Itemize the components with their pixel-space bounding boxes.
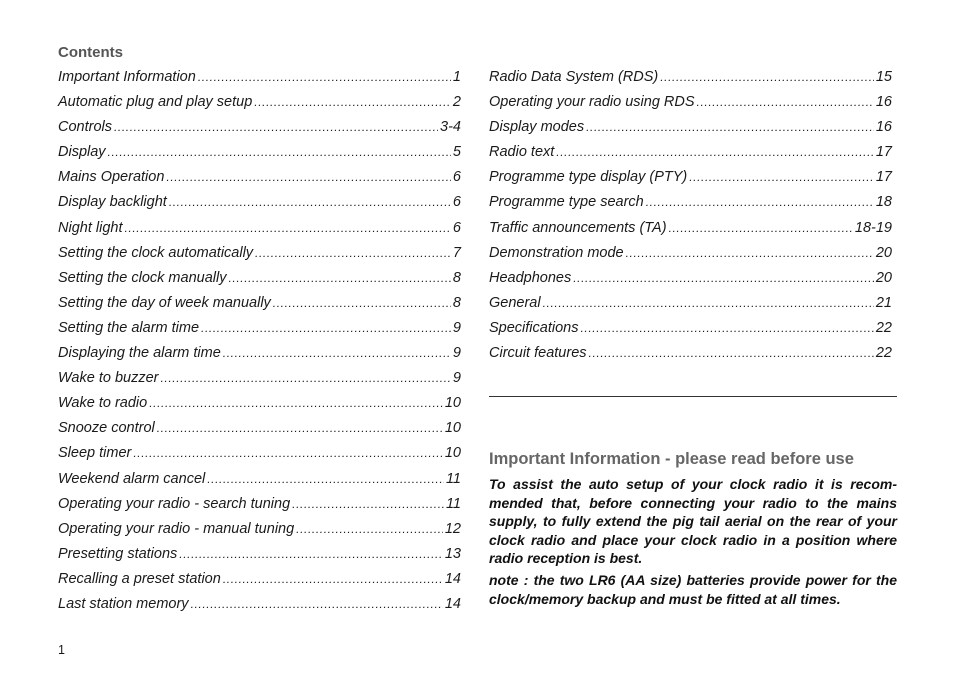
toc-entry [58,370,461,395]
toc-entry-title: Setting the alarm time [58,319,200,336]
toc-entry-page: 21 [875,294,892,311]
toc-entry [58,295,461,320]
toc-entry-title: Circuit features [489,345,587,362]
toc-leader-dots [169,195,451,209]
toc-entry-page: 14 [444,595,461,612]
toc-entry-title: Programme type display (PTY) [489,169,688,186]
toc-entry-title: Wake to buzzer [58,370,159,387]
toc-entry-page: 5 [452,144,461,161]
page-number: 1 [58,643,65,657]
toc-entry-title: Recalling a preset station [58,570,221,587]
toc-entry [489,119,892,144]
toc-entry [489,69,892,94]
toc-leader-dots [273,296,451,310]
toc-entry [489,169,892,194]
toc-entry-title: Operating your radio - manual tuning [58,520,295,537]
toc-entry-page: 17 [875,169,892,186]
toc-entry-title: Controls [58,119,112,136]
toc-leader-dots [589,346,874,360]
toc-entry-page: 7 [452,244,461,261]
auto-setup-paragraph: To assist the auto setup of your clock radio it is recom-mended that, before connecting your radio to the mains supply, to fully extend the pig tail aerial on the rear of your clock radio and place your clock radio in a position where radio reception is best. [489,476,897,567]
toc-leader-dots [223,346,451,360]
toc-entry-page: 16 [875,94,892,111]
toc-leader-dots [626,246,874,260]
toc-entry-page: 20 [875,244,892,261]
toc-entry-title: Headphones [489,269,572,286]
toc-leader-dots [191,597,443,611]
toc-leader-dots [108,145,451,159]
toc-entry-page: 8 [452,294,461,311]
toc-entry-title: Programme type search [489,194,644,211]
toc-entry-page: 9 [452,319,461,336]
toc-entry-title: Traffic announcements (TA) [489,219,667,236]
toc-entry [58,345,461,370]
toc-entry [58,521,461,546]
toc-leader-dots [179,547,443,561]
toc-entry-title: Presetting stations [58,545,178,562]
toc-entry-title: Display [58,144,106,161]
toc-leader-dots [580,321,873,335]
toc-leader-dots [669,221,853,235]
toc-entry-page: 10 [444,445,461,462]
toc-leader-dots [292,497,444,511]
toc-entry-page: 11 [445,495,461,512]
toc-entry-page: 9 [452,345,461,362]
toc-entry-title: Operating your radio using RDS [489,94,695,111]
battery-note-paragraph: note : the two LR6 (AA size) batteries provide power for the clock/memory backup and must be fitted at all times. [489,572,897,607]
toc-entry-page: 11 [445,470,461,487]
toc-entry-title: Weekend alarm cancel [58,470,206,487]
toc-entry [58,496,461,521]
toc-leader-dots [697,95,874,109]
toc-entry-title: Radio text [489,144,555,161]
toc-leader-dots [166,170,451,184]
toc-entry-title: Setting the clock manually [58,269,227,286]
toc-entry-title: Automatic plug and play setup [58,94,253,111]
toc-entry-title: General [489,294,541,311]
toc-entry [58,169,461,194]
toc-entry [58,571,461,596]
toc-entry [489,295,892,320]
toc-leader-dots [149,396,443,410]
toc-entry [58,69,461,94]
toc-entry-page: 18 [875,194,892,211]
toc-entry [489,194,892,219]
toc-entry-page: 9 [452,370,461,387]
toc-entry-title: Display backlight [58,194,167,211]
toc-leader-dots [160,371,450,385]
toc-leader-dots [207,472,444,486]
toc-right-column [489,69,892,370]
toc-entry-page: 3-4 [440,119,461,136]
toc-entry [58,320,461,345]
toc-entry-page: 10 [444,395,461,412]
toc-entry-page: 6 [452,219,461,236]
toc-entry-title: Snooze control [58,420,155,437]
toc-entry [58,220,461,245]
toc-entry [58,546,461,571]
toc-entry-title: Night light [58,219,123,236]
toc-entry-page: 8 [452,269,461,286]
toc-leader-dots [543,296,874,310]
toc-entry-page: 12 [444,520,461,537]
toc-entry-page: 15 [875,69,892,85]
toc-entry-title: Mains Operation [58,169,165,186]
toc-entry-page: 22 [875,319,892,336]
toc-entry-title: Setting the clock automatically [58,244,254,261]
toc-entry [58,194,461,219]
toc-leader-dots [133,446,443,460]
toc-leader-dots [689,170,874,184]
toc-leader-dots [556,145,874,159]
toc-entry-page: 14 [444,570,461,587]
toc-left-column [58,69,461,621]
toc-entry [58,471,461,496]
toc-entry [58,245,461,270]
toc-leader-dots [157,421,443,435]
toc-leader-dots [660,70,874,84]
toc-entry-page: 13 [444,545,461,562]
toc-leader-dots [228,271,450,285]
toc-entry [58,395,461,420]
toc-leader-dots [124,221,450,235]
toc-entry [58,270,461,295]
toc-entry-title: Operating your radio - search tuning [58,495,291,512]
toc-entry [58,144,461,169]
toc-entry-page: 1 [452,69,461,85]
toc-leader-dots [114,120,438,134]
toc-entry [58,596,461,621]
toc-leader-dots [201,321,451,335]
toc-entry [489,245,892,270]
toc-entry-page: 17 [875,144,892,161]
toc-entry-title: Display modes [489,119,585,136]
toc-entry-page: 22 [875,345,892,362]
toc-entry-title: Radio Data System (RDS) [489,69,659,85]
toc-entry-title: Sleep timer [58,445,132,462]
toc-entry-title: Wake to radio [58,395,148,412]
toc-entry-page: 20 [875,269,892,286]
toc-entry [489,320,892,345]
toc-entry-page: 2 [452,94,461,111]
toc-entry [489,144,892,169]
toc-leader-dots [586,120,874,134]
toc-entry-title: Displaying the alarm time [58,345,221,362]
toc-entry-page: 18-19 [854,219,892,236]
toc-leader-dots [254,95,451,109]
toc-entry-title: Specifications [489,319,579,336]
toc-entry [58,119,461,144]
toc-entry [58,445,461,470]
toc-entry [58,94,461,119]
toc-entry-page: 6 [452,194,461,211]
toc-entry [489,220,892,245]
toc-entry [58,420,461,445]
toc-entry-title: Last station memory [58,595,189,612]
toc-entry-title: Important Information [58,69,196,85]
toc-leader-dots [646,195,874,209]
toc-entry-title: Demonstration mode [489,244,624,261]
toc-entry [489,270,892,295]
section-divider [489,396,897,397]
toc-leader-dots [223,572,443,586]
toc-leader-dots [573,271,874,285]
toc-entry-page: 16 [875,119,892,136]
toc-entry-title: Setting the day of week manually [58,294,271,311]
toc-entry-page: 6 [452,169,461,186]
toc-leader-dots [296,522,443,536]
contents-heading: Contents [58,44,123,61]
toc-entry [489,345,892,370]
toc-entry [489,94,892,119]
toc-entry-page: 10 [444,420,461,437]
section-title: Important Information - please read before use [489,450,854,468]
toc-leader-dots [198,70,451,84]
toc-leader-dots [255,246,451,260]
